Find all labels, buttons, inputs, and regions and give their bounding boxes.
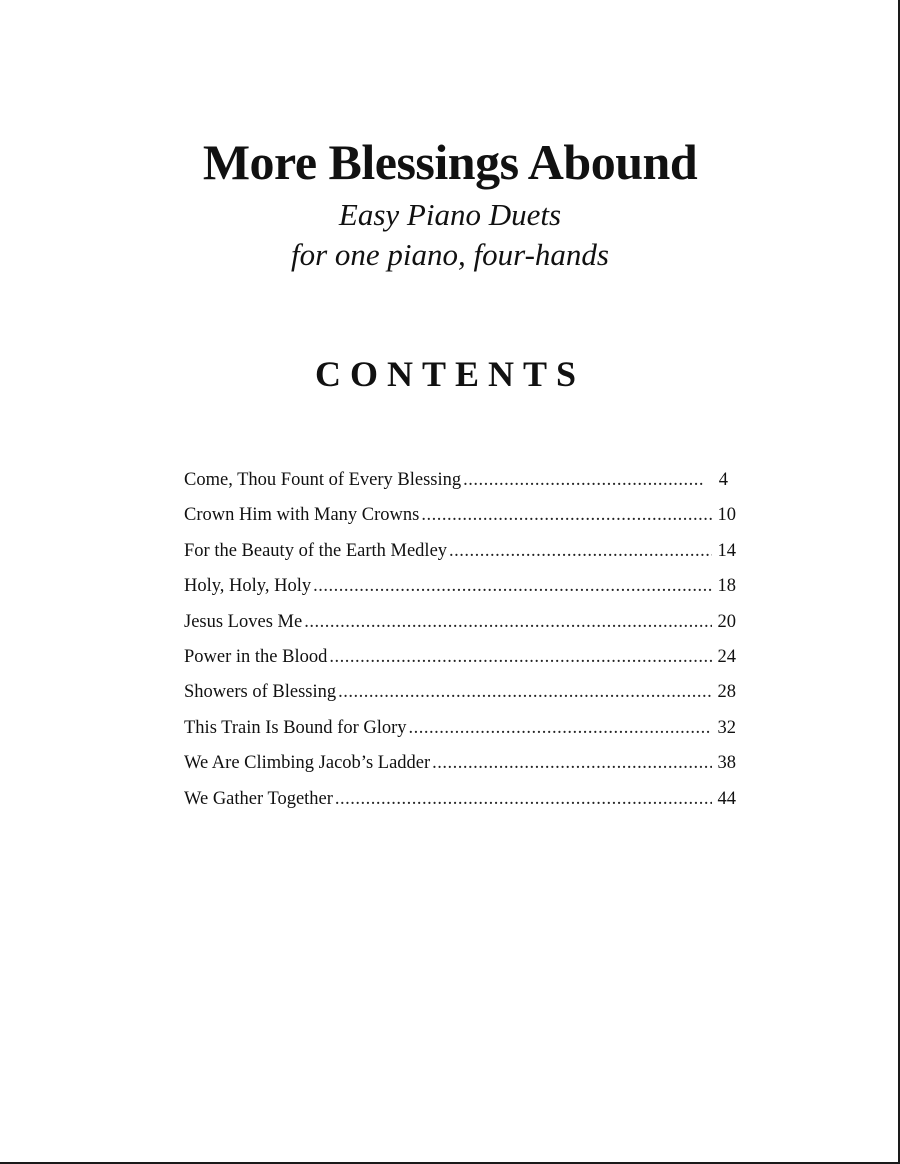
toc-entry — [184, 640, 736, 675]
toc-entry-title: We Are Climbing Jacob’s Ladder — [184, 753, 431, 774]
toc-entry — [184, 711, 736, 746]
toc-dot-leader — [304, 605, 712, 640]
toc-entry — [184, 463, 736, 498]
toc-entry-page: 24 — [717, 646, 736, 667]
toc-entry-page: 32 — [717, 717, 736, 738]
contents-heading: CONTENTS — [314, 354, 586, 394]
toc-entry — [184, 569, 736, 604]
toc-entry — [184, 746, 736, 781]
toc-entry-title: Crown Him with Many Crowns — [184, 505, 420, 526]
subtitle-line-2: for one piano, four-hands — [291, 237, 609, 272]
toc-entry — [184, 675, 736, 710]
toc-dot-leader — [449, 534, 712, 569]
toc-dot-leader — [463, 463, 704, 498]
toc-entry-page: 4 — [718, 470, 728, 490]
table-of-contents — [184, 463, 736, 817]
toc-entry-title: Showers of Blessing — [184, 682, 337, 703]
toc-entry — [184, 498, 736, 533]
toc-entry-title: Jesus Loves Me — [184, 611, 303, 632]
toc-entry-page: 10 — [717, 505, 736, 526]
toc-entry-title: For the Beauty of the Earth Medley — [184, 540, 448, 561]
toc-dot-leader — [421, 498, 712, 533]
toc-entry-title: Come, Thou Fount of Every Blessing — [184, 470, 462, 490]
toc-entry-page: 20 — [717, 611, 736, 632]
toc-entry — [184, 534, 736, 569]
toc-entry-title: We Gather Together — [184, 788, 333, 809]
book-title: More Blessings Abound — [202, 134, 698, 190]
toc-entry-page: 28 — [717, 682, 736, 703]
toc-entry-page: 14 — [717, 540, 736, 561]
toc-dot-leader — [338, 675, 712, 710]
toc-entry-page: 38 — [717, 753, 736, 774]
toc-entry-title: Power in the Blood — [184, 646, 328, 667]
toc-entry-page: 44 — [717, 788, 736, 809]
toc-dot-leader — [313, 569, 712, 604]
toc-entry-page: 18 — [717, 576, 736, 597]
toc-entry — [184, 782, 736, 817]
toc-dot-leader — [329, 640, 712, 675]
toc-dot-leader — [432, 746, 712, 781]
toc-entry-title: Holy, Holy, Holy — [184, 576, 312, 597]
toc-dot-leader — [335, 782, 712, 817]
toc-entry-title: This Train Is Bound for Glory — [184, 717, 407, 738]
toc-dot-leader — [409, 711, 712, 746]
toc-entry — [184, 605, 736, 640]
subtitle-line-1: Easy Piano Duets — [338, 197, 562, 232]
